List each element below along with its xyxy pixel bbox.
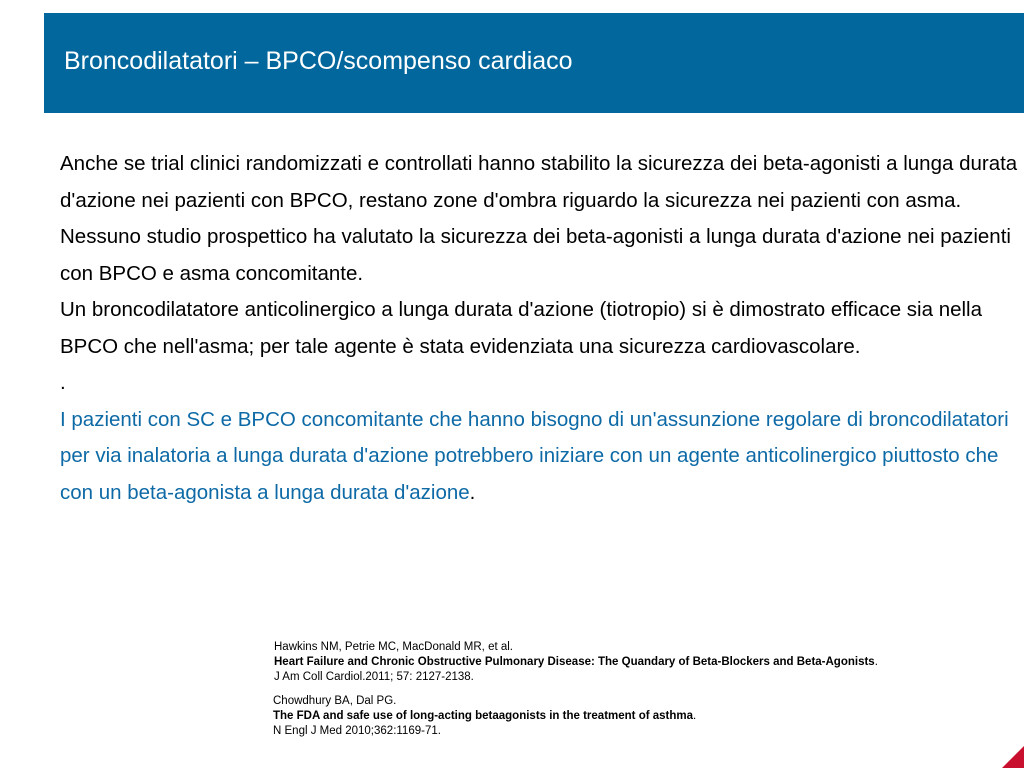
reference-1-authors: Hawkins NM, Petrie MC, MacDonald MR, et al.: [274, 641, 514, 653]
references: [274, 640, 878, 748]
corner-mark-icon: [994, 738, 1024, 768]
reference-1-title: Heart Failure and Chronic Obstructive Pulmonary Disease: The Quandary of Beta-Blockers and Beta-Agonists: [274, 656, 875, 668]
body-highlight-text: I pazienti con SC e BPCO concomitante che hanno bisogno di un'assunzione regolare di broncodilatatori per via inalatoria a lunga durata d'azione potrebbero iniziare con un agente anticolinergico piuttosto che con un beta-agonista a lunga durata d'azione: [60, 407, 1009, 504]
reference-2-source: N Engl J Med 2010;362:1169-71.: [273, 725, 441, 737]
slide-body: [60, 146, 1020, 511]
slide-title: Broncodilatatori – BPCO/scompenso cardiaco: [64, 47, 573, 75]
reference-1-source: J Am Coll Cardiol.2011; 57: 2127-2138.: [274, 671, 474, 683]
body-paragraph-2: Nessuno studio prospettico ha valutato la sicurezza dei beta-agonisti a lunga durata d'azione nei pazienti con BPCO e asma concomitante.: [60, 225, 1011, 285]
reference-2-title-line: [273, 709, 878, 724]
reference-2-title-end: .: [693, 710, 697, 722]
body-highlight-period: .: [469, 480, 476, 504]
body-paragraph-1: Anche se trial clinici randomizzati e controllati hanno stabilito la sicurezza dei beta-agonisti a lunga durata d'azione nei pazienti con BPCO, restano zone d'ombra riguardo la sicurezza nei pazienti con asma.: [60, 152, 1018, 212]
reference-1-title-end: .: [874, 656, 878, 668]
body-highlight-paragraph: [60, 402, 1020, 512]
title-bar: [44, 13, 1024, 113]
reference-2-authors: Chowdhury BA, Dal PG.: [273, 695, 397, 707]
reference-1: [274, 640, 878, 685]
body-separator: .: [60, 371, 66, 394]
body-paragraph-3: Un broncodilatatore anticolinergico a lunga durata d'azione (tiotropio) si è dimostrato efficace sia nella BPCO che nell'asma; per tale agente è stata evidenziata una sicurezza cardiovascolare.: [60, 298, 983, 358]
reference-2-title: The FDA and safe use of long-acting betaagonists in the treatment of asthma: [273, 710, 694, 722]
reference-2: [273, 694, 878, 739]
reference-1-title-line: [274, 655, 878, 670]
corner-mark-shape: [1002, 746, 1024, 768]
